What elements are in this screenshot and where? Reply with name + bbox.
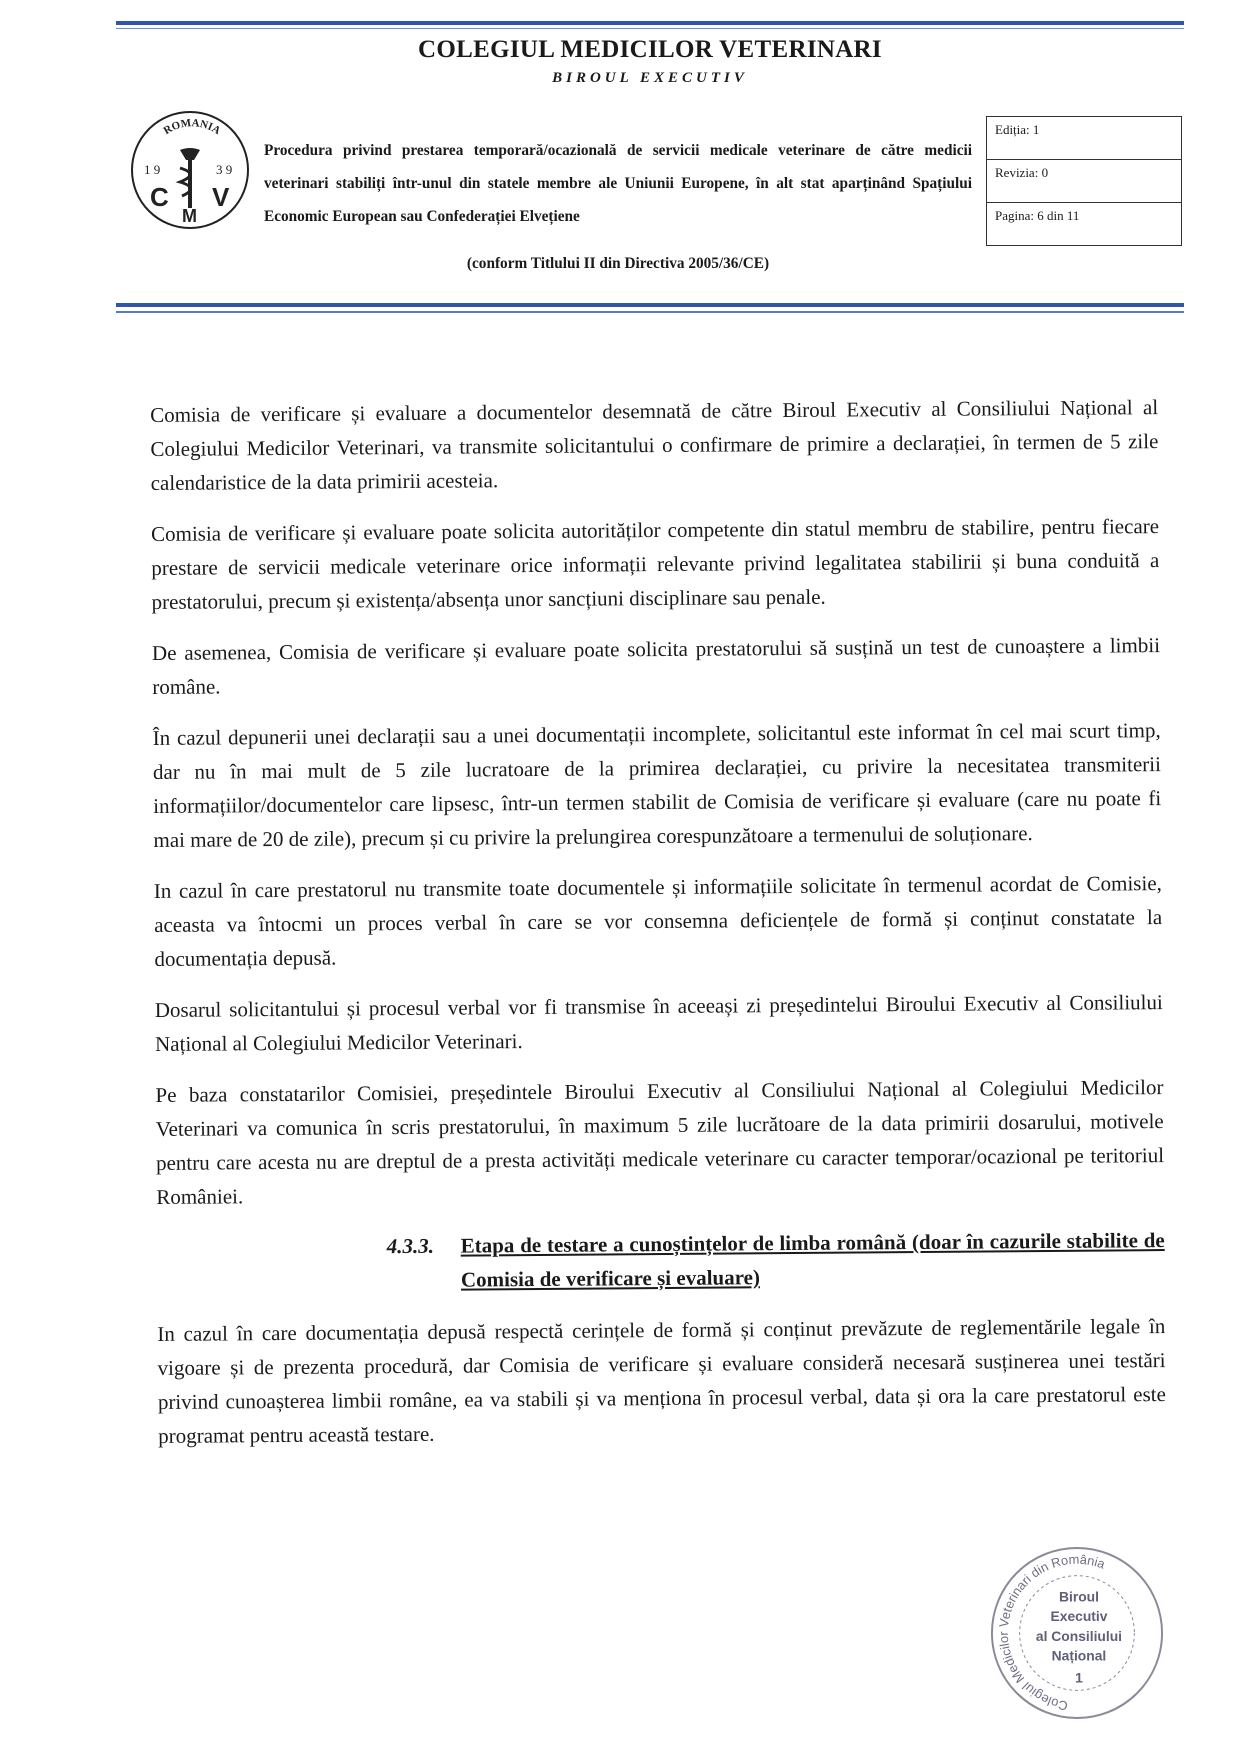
organization-title: COLEGIUL MEDICILOR VETERINARI: [418, 36, 882, 63]
body-paragraph: De asemenea, Comisia de verificare și evaluare poate solicita prestatorului să susțină un test de cunoaștere a limbii române.: [151, 633, 1161, 699]
revision-field: Revizia: 0: [987, 160, 1181, 203]
procedure-title: Procedura privind prestarea temporară/ocazională de servicii medicale veterinare de către medicii veterinari stabiliți într-unul din statele membre ale Uniunii Europene, în alt stat aparținând Spațiului Economic European sau Confederației Elvețiene: [264, 142, 972, 225]
stamp-number: 1: [1075, 1669, 1083, 1686]
logo-letter-c: C: [150, 182, 169, 212]
body-paragraph: Pe baza constatarilor Comisiei, președintele Biroului Executiv al Consiliului Național al Colegiului Medicilor Veterinari va comunica în scris prestatorului, în maximum 5 zile lucrătoare de la data primirii dosarului, motivele pentru care acesta nu are dreptul de a presta activități medicale veterinare cu caracter temporar/ocazional pe teritoriul României.: [155, 1075, 1165, 1209]
body-paragraph: In cazul în care documentația depusă respectă cerințele de formă și conținut prevăzute de reglementările legale în vigoare și de prezenta procedură, dar Comisia de verificare și evaluare consideră necesară susținerea unei testări privind cunoașterea limbii române, ea va stabili și va menționa în procesul verbal, data și ora la care prestatorul este programat pentru această testare.: [157, 1314, 1166, 1448]
logo-letter-v: V: [212, 182, 230, 212]
document-body: [150, 390, 1166, 1470]
stamp-line-4: Național: [1051, 1647, 1107, 1664]
official-stamp: [988, 1544, 1166, 1722]
document-meta-box: [986, 116, 1182, 246]
stamp-line-2: Executiv: [1050, 1608, 1108, 1625]
directive-reference: (conform Titlului II din Directiva 2005/36/CE): [466, 255, 770, 272]
header-top-rule: [116, 21, 1184, 25]
page-field: Pagina: 6 din 11: [995, 208, 1080, 223]
stamp-line-1: Biroul: [1059, 1588, 1099, 1605]
section-heading: [387, 1223, 1166, 1297]
section-title: Etapa de testare a cunoștințelor de limba română (doar în cazurile stabilite de Comisia de verificare și evaluare): [460, 1228, 1165, 1292]
caduceus-icon: [180, 148, 200, 208]
logo-year-left: 1 9: [144, 162, 161, 177]
header-bottom-rule: [116, 303, 1184, 307]
header-top-rule-thin: [116, 28, 1184, 29]
logo-letter-m: M: [182, 206, 197, 226]
edition-field: Ediția: 1: [987, 117, 1181, 160]
svg-text:ROMANIA: [161, 117, 222, 137]
header-bottom-rule-thin: [116, 311, 1184, 313]
body-paragraph: Dosarul solicitantului și procesul verbal vor fi transmise în aceeași zi președintelui Biroului Executiv al Consiliului Național al Colegiului Medicilor Veterinari.: [154, 990, 1163, 1056]
stamp-line-3: al Consiliului: [1035, 1627, 1123, 1644]
section-number: 4.3.3.: [386, 1233, 435, 1259]
body-paragraph: In cazul în care prestatorul nu transmite toate documentele și informațiile solicitate în termenul acordat de Comisie, aceasta va întocmi un proces verbal în care se vor consemna deficiențele de formă și conținut constatate la documentația depusă.: [153, 871, 1163, 971]
body-paragraph: În cazul depunerii unei declarații sau a unei documentații incomplete, solicitantul este informat în cel mai scurt timp, dar nu în mai mult de 5 zile lucratoare de la primirea declarației, cu privire la necesitatea transmiterii informațiilor/documentelor care lipsesc, într-un termen stabilit de Comisia de verificare și evaluare (care nu poate fi mai mare de 20 de zile), precum și cu privire la prelungirea corespunzătoare a termenului de soluționare.: [152, 718, 1162, 852]
body-paragraph: Comisia de verificare și evaluare poate solicita autorităților competente din statul membru de stabilire, pentru fiecare prestare de servicii medicale veterinare orice informații relevante privind legalitatea stabilirii și buna conduită a prestatorului, precum și existența/absența unor sancțiuni disciplinare sau penale.: [150, 514, 1160, 614]
logo-top-text: ROMANIA: [161, 117, 223, 138]
logo-year-right: 3 9: [216, 162, 233, 177]
department-subtitle: BIROUL EXECUTIV: [552, 70, 748, 86]
stamp-ring-text: Colegiul Medicilor Veterinari din România: [995, 1551, 1108, 1714]
body-paragraph: Comisia de verificare și evaluare a documentelor desemnată de către Biroul Executiv al Consiliului Național al Colegiului Medicilor Veterinari, va transmite solicitantului o confirmare de primire a declarației, în termen de 5 zile calendaristice de la data primirii acesteia.: [150, 395, 1159, 495]
cmv-logo: [128, 108, 252, 232]
